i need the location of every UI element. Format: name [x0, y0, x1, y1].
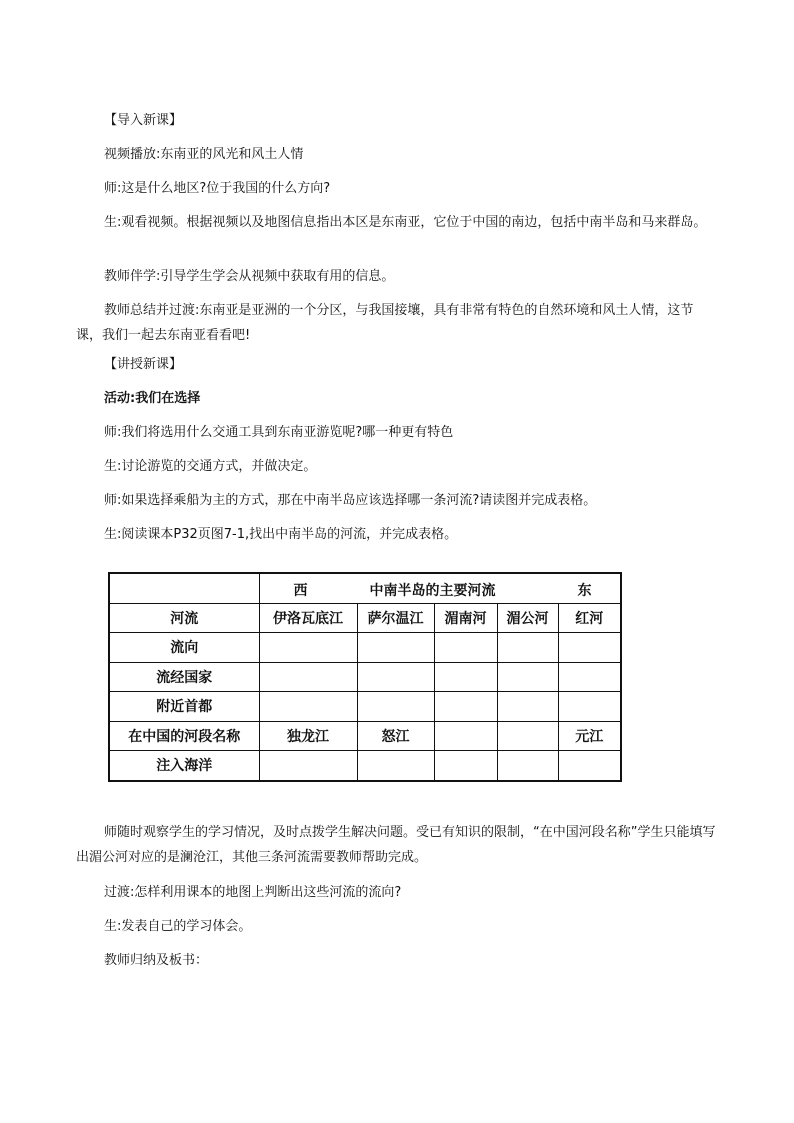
table-cell [558, 633, 621, 663]
table-title-row [109, 573, 621, 603]
table-cell [259, 633, 357, 663]
table-cell [434, 662, 497, 692]
table-title-cell [259, 573, 621, 603]
table-cell [497, 751, 558, 781]
activity-title: 活动:我们在选择 [104, 391, 201, 406]
paragraph-teacher-guide: 教师伴学:引导学生学会从视频中获取有用的信息。 [104, 269, 395, 284]
direction-east-label: 东 [577, 583, 592, 599]
paragraph-student-share: 生:发表自己的学习体会。 [104, 919, 252, 934]
table-cell [357, 751, 434, 781]
row-label-cell: 附近首都 [109, 692, 259, 722]
paragraph-video: 视频播放:东南亚的风光和风土人情 [104, 147, 304, 162]
paragraph-student-answer: 生:观看视频。根据视频以及地图信息指出本区是东南亚，它位于中国的南边，包括中南半岛和马来群岛。 [104, 215, 707, 230]
table-cell [558, 751, 621, 781]
river-name-cell: 湄公河 [497, 603, 558, 633]
header-label-cell: 河流 [109, 603, 259, 633]
paragraph-student-read: 生:阅读课本P32页图7-1,找出中南半岛的河流，并完成表格。 [104, 527, 458, 542]
table-cell [259, 662, 357, 692]
river-name-cell: 伊洛瓦底江 [259, 603, 357, 633]
paragraph-teacher-question: 师:这是什么地区?位于我国的什么方向? [104, 181, 331, 196]
paragraph-transition: 过渡:怎样利用课本的地图上判断出这些河流的流向? [104, 885, 402, 900]
row-label-cell: 注入海洋 [109, 751, 259, 781]
table-cell [434, 692, 497, 722]
river-name-cell: 萨尔温江 [357, 603, 434, 633]
table-cell [434, 751, 497, 781]
table-corner-cell [109, 573, 259, 603]
paragraph-river-question: 师:如果选择乘船为主的方式，那在中南半岛应该选择哪一条河流?请读图并完成表格。 [104, 493, 597, 508]
table-row [109, 692, 621, 722]
table-row [109, 633, 621, 663]
table-row [109, 751, 621, 781]
river-name-cell: 湄南河 [434, 603, 497, 633]
table-cell: 元江 [558, 721, 621, 751]
paragraph-teacher-summary: 教师总结并过渡:东南亚是亚洲的一个分区，与我国接壤，具有非常有特色的自然环境和风土人情，这节课，我们一起去东南亚看看吧! [76, 303, 694, 343]
table-cell [357, 662, 434, 692]
table-cell [558, 692, 621, 722]
table-header-row [109, 603, 621, 633]
table-cell: 独龙江 [259, 721, 357, 751]
table-cell [434, 721, 497, 751]
table-cell [497, 633, 558, 663]
table-cell [434, 633, 497, 663]
table-cell [558, 662, 621, 692]
row-label-cell: 流经国家 [109, 662, 259, 692]
paragraph-teacher-observe: 师随时观察学生的学习情况，及时点拨学生解决问题。受已有知识的限制，“在中国河段名称”学生只能填写出湄公河对应的是澜沧江，其他三条河流需要教师帮助完成。 [76, 825, 716, 865]
paragraph-teacher-board: 教师归纳及板书： [104, 953, 209, 968]
paragraph-student-discuss: 生:讨论游览的交通方式，并做决定。 [104, 459, 317, 474]
table-cell [497, 721, 558, 751]
river-name-cell: 红河 [558, 603, 621, 633]
river-table [108, 572, 622, 782]
table-row [109, 721, 621, 751]
paragraph-transport-question: 师:我们将选用什么交通工具到东南亚游览呢?哪一种更有特色 [104, 425, 454, 440]
intro-heading: 【导入新课】 [104, 113, 183, 128]
table-cell: 怒江 [357, 721, 434, 751]
table-cell [497, 662, 558, 692]
teach-heading: 【讲授新课】 [104, 357, 183, 372]
table-cell [259, 751, 357, 781]
table-cell [259, 692, 357, 722]
table-cell [357, 633, 434, 663]
table-row [109, 662, 621, 692]
table-cell [357, 692, 434, 722]
row-label-cell: 在中国的河段名称 [109, 721, 259, 751]
table-title: 中南半岛的主要河流 [369, 583, 496, 599]
direction-west-label: 西 [293, 583, 308, 599]
table-cell [497, 692, 558, 722]
row-label-cell: 流向 [109, 633, 259, 663]
